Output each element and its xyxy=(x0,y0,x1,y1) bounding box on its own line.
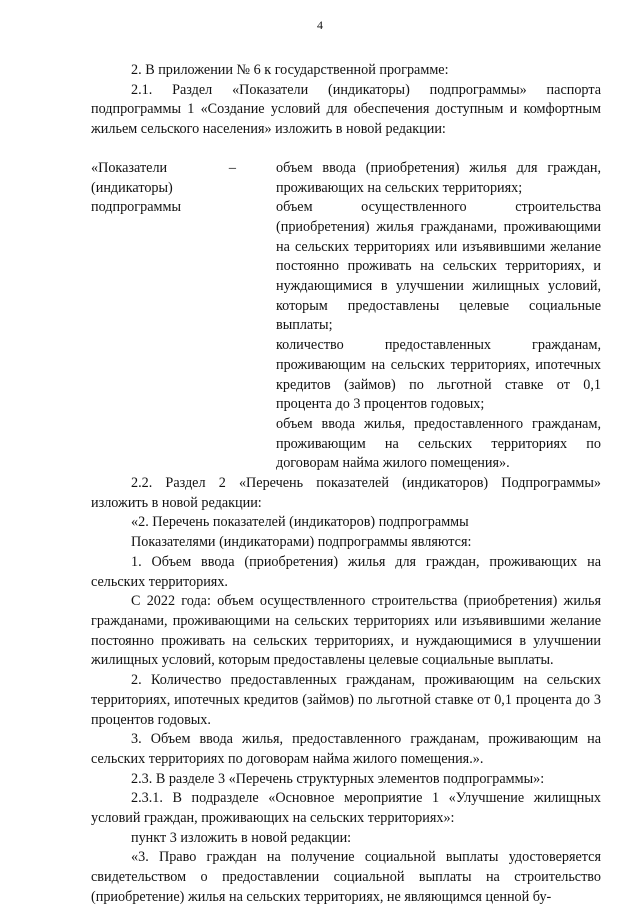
passport-table-dash: – xyxy=(228,159,236,176)
passport-indicator-1: объем ввода (приобретения) жилья для граждан, проживающих на сельских территориях; xyxy=(276,159,601,196)
passport-table-value-cell xyxy=(256,159,601,474)
point-3-quote-paragraph: «3. Право граждан на получение социальной выплаты удостоверяется свидетельством о предоставлении социальной выплаты на строительство (приобретение) жилья на сельских территориях, не являющимся ценной бу- xyxy=(91,849,601,905)
section-2-lead: Показателями (индикаторами) подпрограммы являются: xyxy=(131,534,472,551)
indicator-2022-paragraph: С 2022 года: объем осуществленного строительства (приобретения) жилья гражданами, проживающими на сельских территориях или изъявившими желание постоянно проживать на сельских территориях, и нуждающимися в улучшении жилищных условий, которым предоставлены целевые социальные выплаты. xyxy=(91,593,601,669)
indicator-1-paragraph: 1. Объем ввода (приобретения) жилья для граждан, проживающих на сельских территориях. xyxy=(91,553,601,590)
passport-indicator-4: объем ввода жилья, предоставленного гражданам, проживающим на сельских территориях по договорам найма жилого помещения». xyxy=(276,415,601,472)
section-2-title: «2. Перечень показателей (индикаторов) подпрограммы xyxy=(131,514,469,531)
item-2-3-paragraph: 2.3. В разделе 3 «Перечень структурных элементов подпрограммы»: xyxy=(131,770,545,787)
passport-indicator-2: объем осуществленного строительства (приобретения) жилья гражданами, проживающими на сельских территориях или изъявившими желание постоянно проживать на сельских территориях, и нуждающимися в улучшении жилищных условий, которым предоставлены целевые социальные выплаты; xyxy=(276,199,601,334)
passport-table-label-cell xyxy=(91,159,256,474)
page-number: 4 xyxy=(317,18,323,32)
point-3-paragraph: пункт 3 изложить в новой редакции: xyxy=(131,829,352,846)
item-2-2-paragraph: 2.2. Раздел 2 «Перечень показателей (индикаторов) Подпрограммы» изложить в новой редакции: xyxy=(91,475,601,511)
item-2-3-1-paragraph: 2.3.1. В подразделе «Основное мероприятие 1 «Улучшение жилищных условий граждан, проживающих на сельских территориях»: xyxy=(91,790,601,827)
indicator-3-paragraph: 3. Объем ввода жилья, предоставленного гражданам, проживающим на сельских территориях по договорам найма жилого помещения.». xyxy=(91,731,601,767)
item-2-1-paragraph: 2.1. Раздел «Показатели (индикаторы) подпрограммы» паспорта подпрограммы 1 «Создание условий для обеспечения доступным и комфортным жильем сельского населения» изложить в новой редакции: xyxy=(91,81,601,138)
passport-table-label: «Показатели (индикаторы) подпрограммы xyxy=(91,159,181,216)
passport-indicator-3: количество предоставленных гражданам, проживающим на сельских территориях, ипотечных кредитов (займов) по льготной ставке от 0,1 процента до 3 процентов годовых; xyxy=(276,337,601,413)
indicator-2-paragraph: 2. Количество предоставленных гражданам, проживающим на сельских территориях, ипотечных кредитов (займов) по льготной ставке от 0,1 процента до 3 процентов годовых. xyxy=(91,672,601,728)
document-body xyxy=(91,61,601,908)
amendment-heading: 2. В приложении № 6 к государственной программе: xyxy=(131,62,449,78)
passport-indicators-table xyxy=(91,159,601,474)
